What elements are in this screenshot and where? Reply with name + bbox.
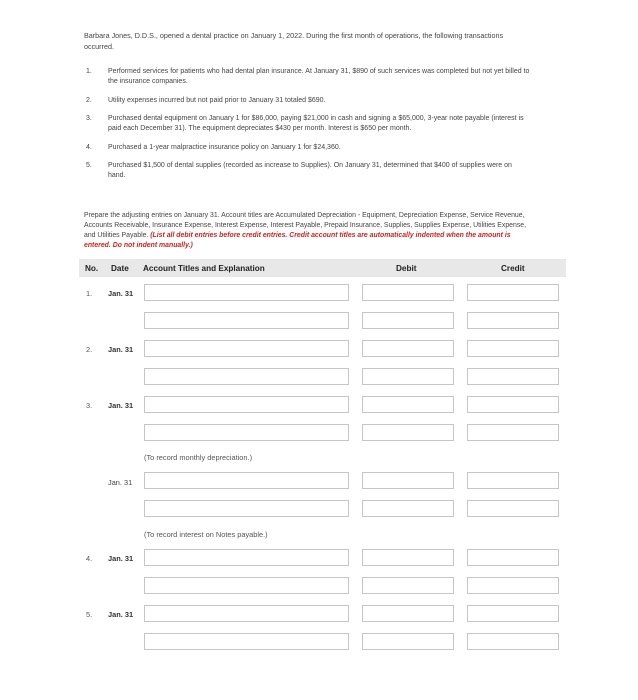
entry-date: Jan. 31 bbox=[108, 345, 134, 354]
entry-3a-credit-input-2[interactable] bbox=[467, 424, 559, 441]
transaction-3 bbox=[86, 114, 531, 134]
entry-1-debit-input[interactable] bbox=[362, 284, 454, 301]
journal-table-header bbox=[79, 259, 566, 277]
entry-5-account-input[interactable] bbox=[144, 605, 349, 622]
entry-4-credit-input-2[interactable] bbox=[467, 577, 559, 594]
transaction-number: 2. bbox=[86, 97, 92, 104]
entry-2-debit-input[interactable] bbox=[362, 340, 454, 357]
transaction-text: Performed services for patients who had dental plan insurance. At January 31, $890 of such services was completed but not yet billed to the insurance companies. bbox=[108, 68, 530, 85]
entry-5-account-input-2[interactable] bbox=[144, 633, 349, 650]
entry-3a-debit-input-2[interactable] bbox=[362, 424, 454, 441]
entry-3b-account-input[interactable] bbox=[144, 472, 349, 489]
transaction-number: 3. bbox=[86, 115, 92, 122]
entry-number: 5. bbox=[86, 610, 93, 619]
entry-5-debit-input[interactable] bbox=[362, 605, 454, 622]
entry-explanation: (To record interest on Notes payable.) bbox=[144, 530, 268, 539]
entry-4-account-input-2[interactable] bbox=[144, 577, 349, 594]
header-account: Account Titles and Explanation bbox=[143, 264, 265, 273]
entry-2-credit-input-2[interactable] bbox=[467, 368, 559, 385]
header-no: No. bbox=[85, 264, 99, 273]
entry-5-credit-input-2[interactable] bbox=[467, 633, 559, 650]
entry-1-credit-input[interactable] bbox=[467, 284, 559, 301]
entry-3b-credit-input[interactable] bbox=[467, 472, 559, 489]
header-credit: Credit bbox=[501, 264, 525, 273]
transaction-text: Purchased dental equipment on January 1 for $86,000, paying $21,000 in cash and signing a $65,000, 3-year note payable (interest is paid each December 31). The equipment depreciates $430 per month. Interest is $650 per month. bbox=[108, 115, 524, 132]
entry-number: 4. bbox=[86, 554, 93, 563]
transaction-text: Purchased a 1-year malpractice insurance policy on January 1 for $24,360. bbox=[108, 144, 341, 151]
entry-5-credit-input[interactable] bbox=[467, 605, 559, 622]
transaction-5 bbox=[86, 161, 531, 181]
entry-2-credit-input[interactable] bbox=[467, 340, 559, 357]
entry-3a-account-input-2[interactable] bbox=[144, 424, 349, 441]
entry-4-debit-input-2[interactable] bbox=[362, 577, 454, 594]
entry-1-credit-input-2[interactable] bbox=[467, 312, 559, 329]
transaction-number: 4. bbox=[86, 144, 92, 151]
transaction-number: 1. bbox=[86, 68, 92, 75]
header-date: Date bbox=[111, 264, 129, 273]
entry-2-debit-input-2[interactable] bbox=[362, 368, 454, 385]
entry-date: Jan. 31 bbox=[108, 610, 134, 619]
entry-number: 2. bbox=[86, 345, 93, 354]
entry-2-account-input[interactable] bbox=[144, 340, 349, 357]
problem-intro: Barbara Jones, D.D.S., opened a dental practice on January 1, 2022. During the first month of operations, the following transactions occurred. bbox=[84, 31, 504, 51]
entry-date: Jan. 31 bbox=[108, 289, 134, 298]
entry-date: Jan. 31 bbox=[108, 401, 134, 410]
instructions-note: (List all debit entries before credit entries. Credit account titles are automatically indented when the amount is entered. Do not indent manually.) bbox=[84, 232, 511, 249]
entry-3a-credit-input[interactable] bbox=[467, 396, 559, 413]
entry-date: Jan. 31 bbox=[108, 554, 134, 563]
entry-number: 1. bbox=[86, 289, 93, 298]
header-debit: Debit bbox=[396, 264, 417, 273]
entry-number: 3. bbox=[86, 401, 93, 410]
entry-2-account-input-2[interactable] bbox=[144, 368, 349, 385]
entry-3b-debit-input-2[interactable] bbox=[362, 500, 454, 517]
transaction-text: Purchased $1,500 of dental supplies (recorded as increase to Supplies). On January 31, determined that $400 of supplies were on hand. bbox=[108, 162, 512, 179]
transaction-4 bbox=[86, 143, 531, 153]
entry-4-credit-input[interactable] bbox=[467, 549, 559, 566]
entry-3a-debit-input[interactable] bbox=[362, 396, 454, 413]
entry-4-account-input[interactable] bbox=[144, 549, 349, 566]
entry-4-debit-input[interactable] bbox=[362, 549, 454, 566]
instructions bbox=[84, 211, 536, 251]
transaction-2 bbox=[86, 96, 531, 106]
entry-3b-debit-input[interactable] bbox=[362, 472, 454, 489]
entry-1-debit-input-2[interactable] bbox=[362, 312, 454, 329]
transaction-number: 5. bbox=[86, 162, 92, 169]
entry-3a-account-input[interactable] bbox=[144, 396, 349, 413]
entry-5-debit-input-2[interactable] bbox=[362, 633, 454, 650]
transaction-1 bbox=[86, 67, 531, 87]
entry-explanation: (To record monthly depreciation.) bbox=[144, 453, 253, 462]
entry-date: Jan. 31 bbox=[108, 478, 133, 487]
entry-1-account-input-2[interactable] bbox=[144, 312, 349, 329]
entry-1-account-input[interactable] bbox=[144, 284, 349, 301]
entry-3b-account-input-2[interactable] bbox=[144, 500, 349, 517]
transaction-text: Utility expenses incurred but not paid prior to January 31 totaled $690. bbox=[108, 97, 326, 104]
instructions-text: Prepare the adjusting entries on January 31. Account titles are Accumulated Depreciation - Equipment, Depreciation Expense, Service Revenue, Accounts Receivable, Insurance Expense, Interest Expense, Interest Payable, Prepaid Insurance, Supplies, Supplies Expense, Utilities Expense, and Utilities Payable. bbox=[84, 212, 527, 239]
entry-3b-credit-input-2[interactable] bbox=[467, 500, 559, 517]
